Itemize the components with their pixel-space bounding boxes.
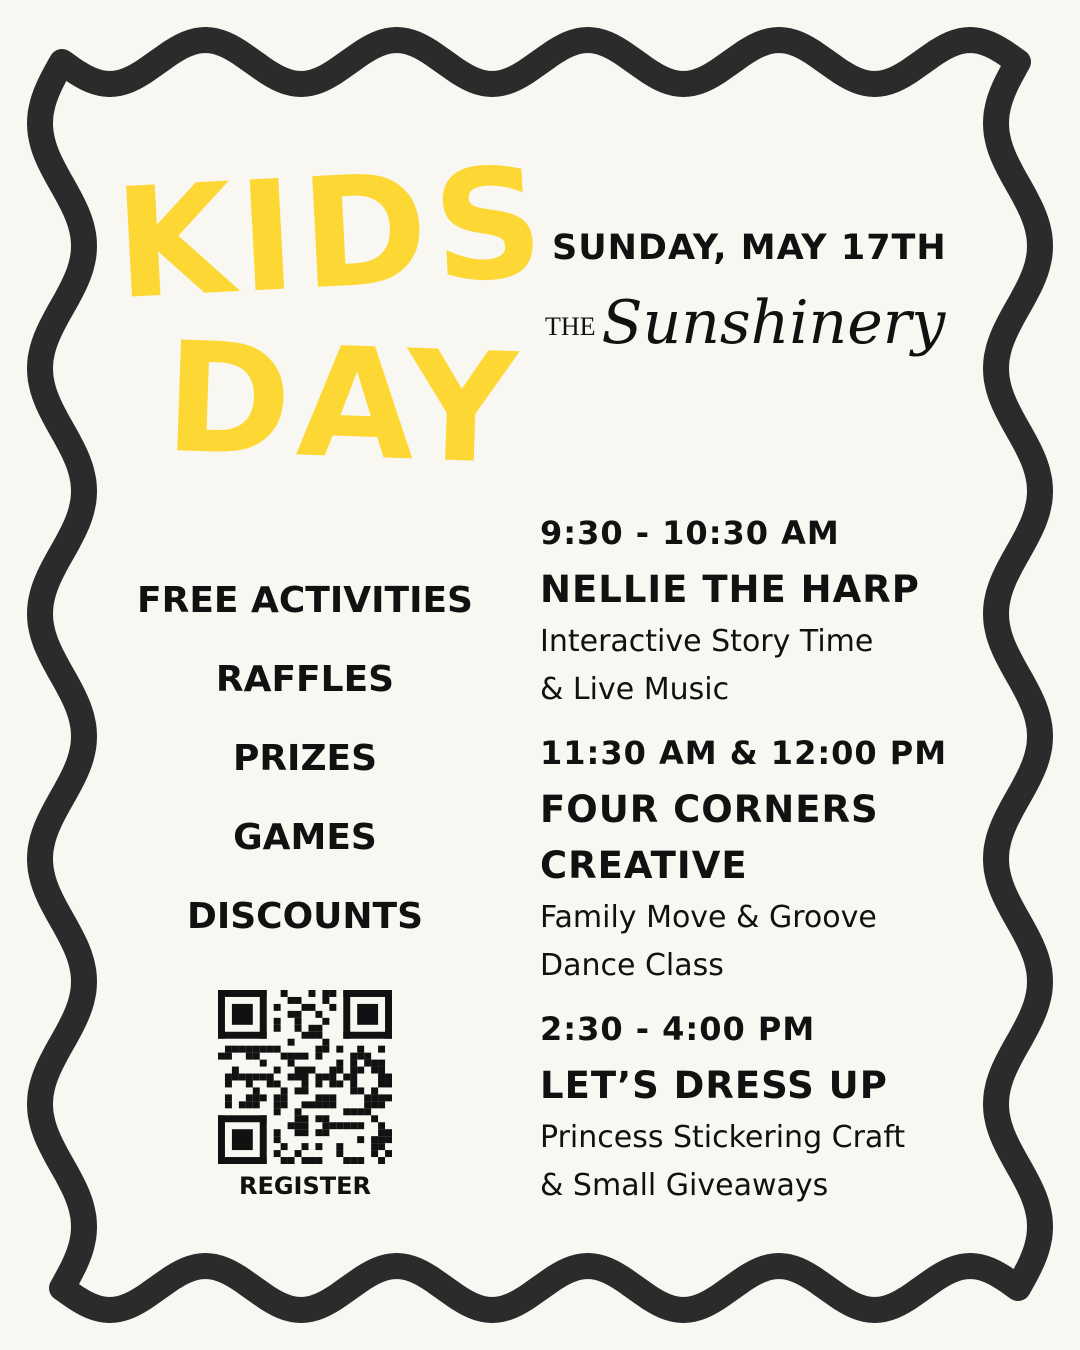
event-desc: & Small Giveaways	[540, 1168, 829, 1203]
schedule-event	[540, 1010, 980, 1210]
event-time: 11:30 AM & 12:00 PM	[540, 734, 948, 772]
brand-name: Sunshinery	[601, 288, 946, 358]
event-desc: Princess Stickering Craft	[540, 1120, 906, 1155]
feature-item: GAMES	[233, 817, 377, 858]
feature-item: DISCOUNTS	[186, 896, 424, 937]
event-date: SUNDAY, MAY 17TH	[552, 228, 947, 268]
qr-code[interactable]	[218, 990, 392, 1164]
register-label: REGISTER	[238, 1172, 372, 1200]
event-name: CREATIVE	[540, 844, 748, 887]
event-name: FOUR CORNERS	[540, 788, 879, 831]
title-kids: KIDS	[110, 133, 554, 334]
feature-item: PRIZES	[232, 738, 378, 779]
brand-the: THE	[545, 312, 596, 342]
title-day: DAY	[162, 308, 526, 499]
schedule-event	[540, 734, 980, 990]
event-time: 9:30 - 10:30 AM	[540, 514, 840, 552]
event-name: LET’S DRESS UP	[540, 1064, 888, 1107]
feature-item: FREE ACTIVITIES	[137, 580, 473, 621]
event-desc: Family Move & Groove	[540, 900, 877, 935]
schedule-event	[540, 514, 980, 714]
event-time: 2:30 - 4:00 PM	[540, 1010, 816, 1048]
event-desc: & Live Music	[540, 672, 730, 707]
event-name: NELLIE THE HARP	[540, 568, 920, 611]
feature-list	[120, 580, 490, 975]
brand-logo	[545, 288, 945, 358]
event-desc: Dance Class	[540, 948, 724, 983]
event-desc: Interactive Story Time	[540, 624, 874, 659]
feature-item: RAFFLES	[215, 659, 395, 700]
schedule	[540, 514, 980, 1230]
